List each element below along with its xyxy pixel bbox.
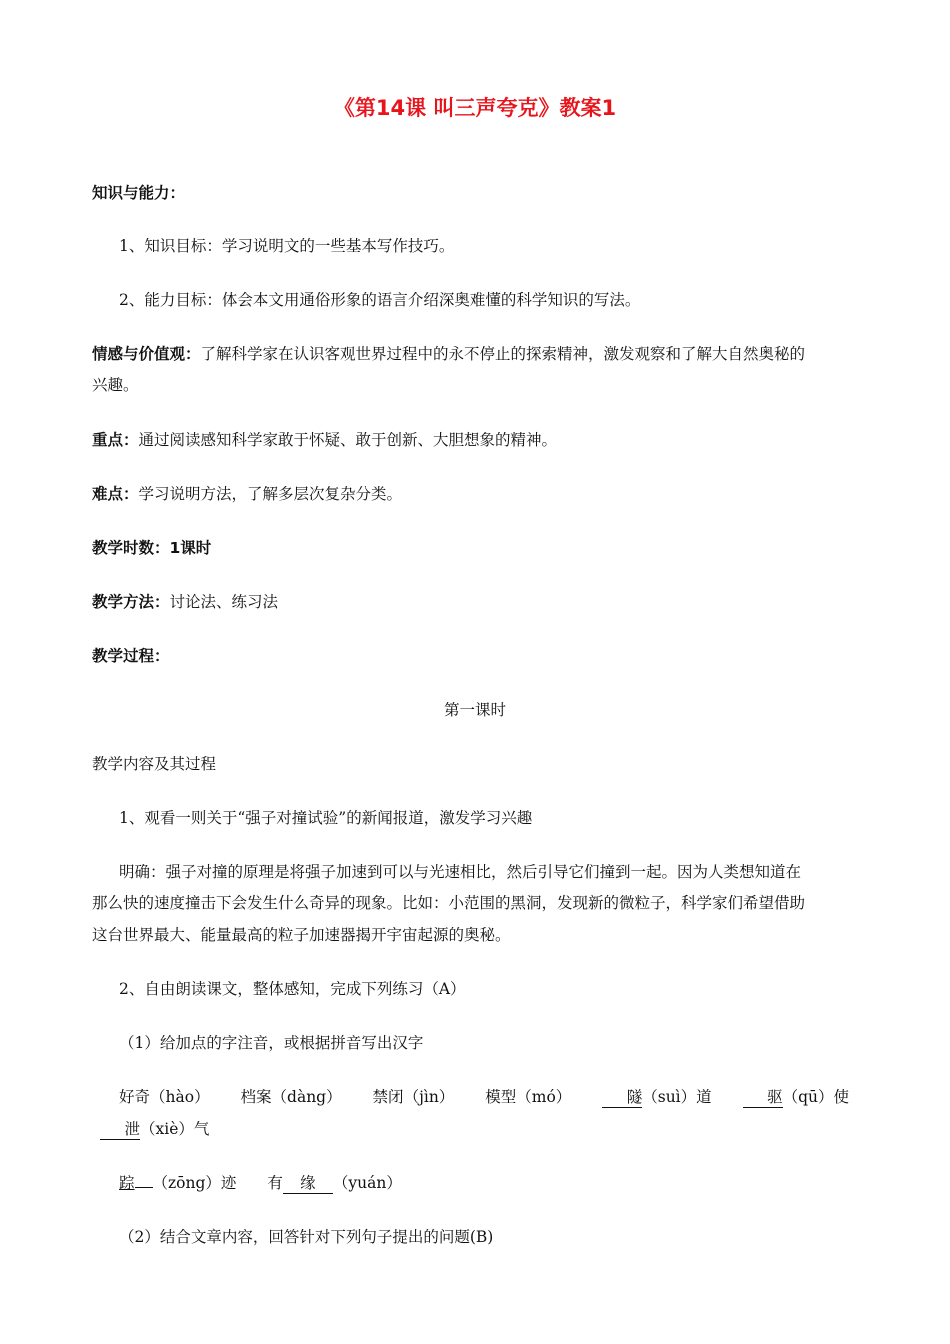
step-2: 2、自由朗读课文，整体感知，完成下列练习（A） xyxy=(119,980,466,998)
clarify-line-1: 明确：强子对撞的原理是将强子加速到可以与光速相比，然后引导它们撞到一起。因为人类想知道在 xyxy=(119,863,802,881)
key-point-text: 通过阅读感知科学家敢于怀疑、敢于创新、大胆想象的精神。 xyxy=(138,431,558,449)
fill-item: 驱（qū）使 xyxy=(743,1088,849,1106)
fill-item: 隧（suì）道 xyxy=(602,1088,711,1106)
pinyin-row-2 xyxy=(119,1173,402,1194)
hours-label: 教学时数： xyxy=(92,539,170,557)
clarify-line-2: 那么快的速度撞击下会发生什么奇异的现象。比如：小范围的黑洞，发现新的微粒子，科学家们希望借助 xyxy=(92,894,806,912)
session-heading: 第一课时 xyxy=(443,701,506,719)
process-heading: 教学过程： xyxy=(92,647,170,665)
step-1: 1、观看一则关于“强子对撞试验”的新闻报道，激发学习兴趣 xyxy=(119,809,533,827)
knowledge-heading: 知识与能力： xyxy=(92,184,186,202)
difficulty-text: 学习说明方法，了解多层次复杂分类。 xyxy=(138,485,403,503)
clarify-line-3: 这台世界最大、能量最高的粒子加速器揭开宇宙起源的奥秘。 xyxy=(92,926,511,944)
pinyin-item: 好奇（hào） xyxy=(119,1088,210,1106)
exercise-2: （2）结合文章内容，回答针对下列句子提出的问题(B) xyxy=(119,1228,494,1246)
fill-item: 有 缘 （yuán） xyxy=(267,1174,402,1192)
key-point-paragraph xyxy=(92,430,557,450)
hours-text: 1课时 xyxy=(169,539,212,557)
key-point-label: 重点： xyxy=(92,431,139,449)
emotion-text-2: 兴趣。 xyxy=(92,376,139,394)
emotion-label: 情感与价值观： xyxy=(92,345,201,363)
method-paragraph xyxy=(92,592,278,612)
fill-item: 泄（xiè）气 xyxy=(100,1120,209,1138)
method-label: 教学方法： xyxy=(92,593,170,611)
hours-paragraph xyxy=(92,538,211,558)
pinyin-row-1-cont xyxy=(100,1119,209,1140)
exercise-1: （1）给加点的字注音，或根据拼音写出汉字 xyxy=(119,1034,424,1052)
difficulty-paragraph xyxy=(92,484,402,504)
pinyin-item: 模型（mó） xyxy=(485,1088,572,1106)
knowledge-item-1: 1、知识目标：学习说明文的一些基本写作技巧。 xyxy=(119,237,455,255)
knowledge-item-2: 2、能力目标：体会本文用通俗形象的语言介绍深奥难懂的科学知识的写法。 xyxy=(119,291,641,309)
pinyin-row-1 xyxy=(119,1087,849,1108)
method-text: 讨论法、练习法 xyxy=(169,593,279,611)
pinyin-item: 禁闭（jìn） xyxy=(372,1088,455,1106)
content-heading: 教学内容及其过程 xyxy=(92,755,217,773)
emotion-text-1: 了解科学家在认识客观世界过程中的永不停止的探索精神，激发观察和了解大自然奥秘的 xyxy=(200,345,806,363)
document-title: 《第14课 叫三声夸克》教案1 xyxy=(333,96,617,120)
fill-item: 踪 （zōng）迹 xyxy=(119,1174,237,1192)
pinyin-item: 档案（dàng） xyxy=(240,1088,342,1106)
difficulty-label: 难点： xyxy=(92,485,139,503)
emotion-paragraph xyxy=(92,344,805,364)
